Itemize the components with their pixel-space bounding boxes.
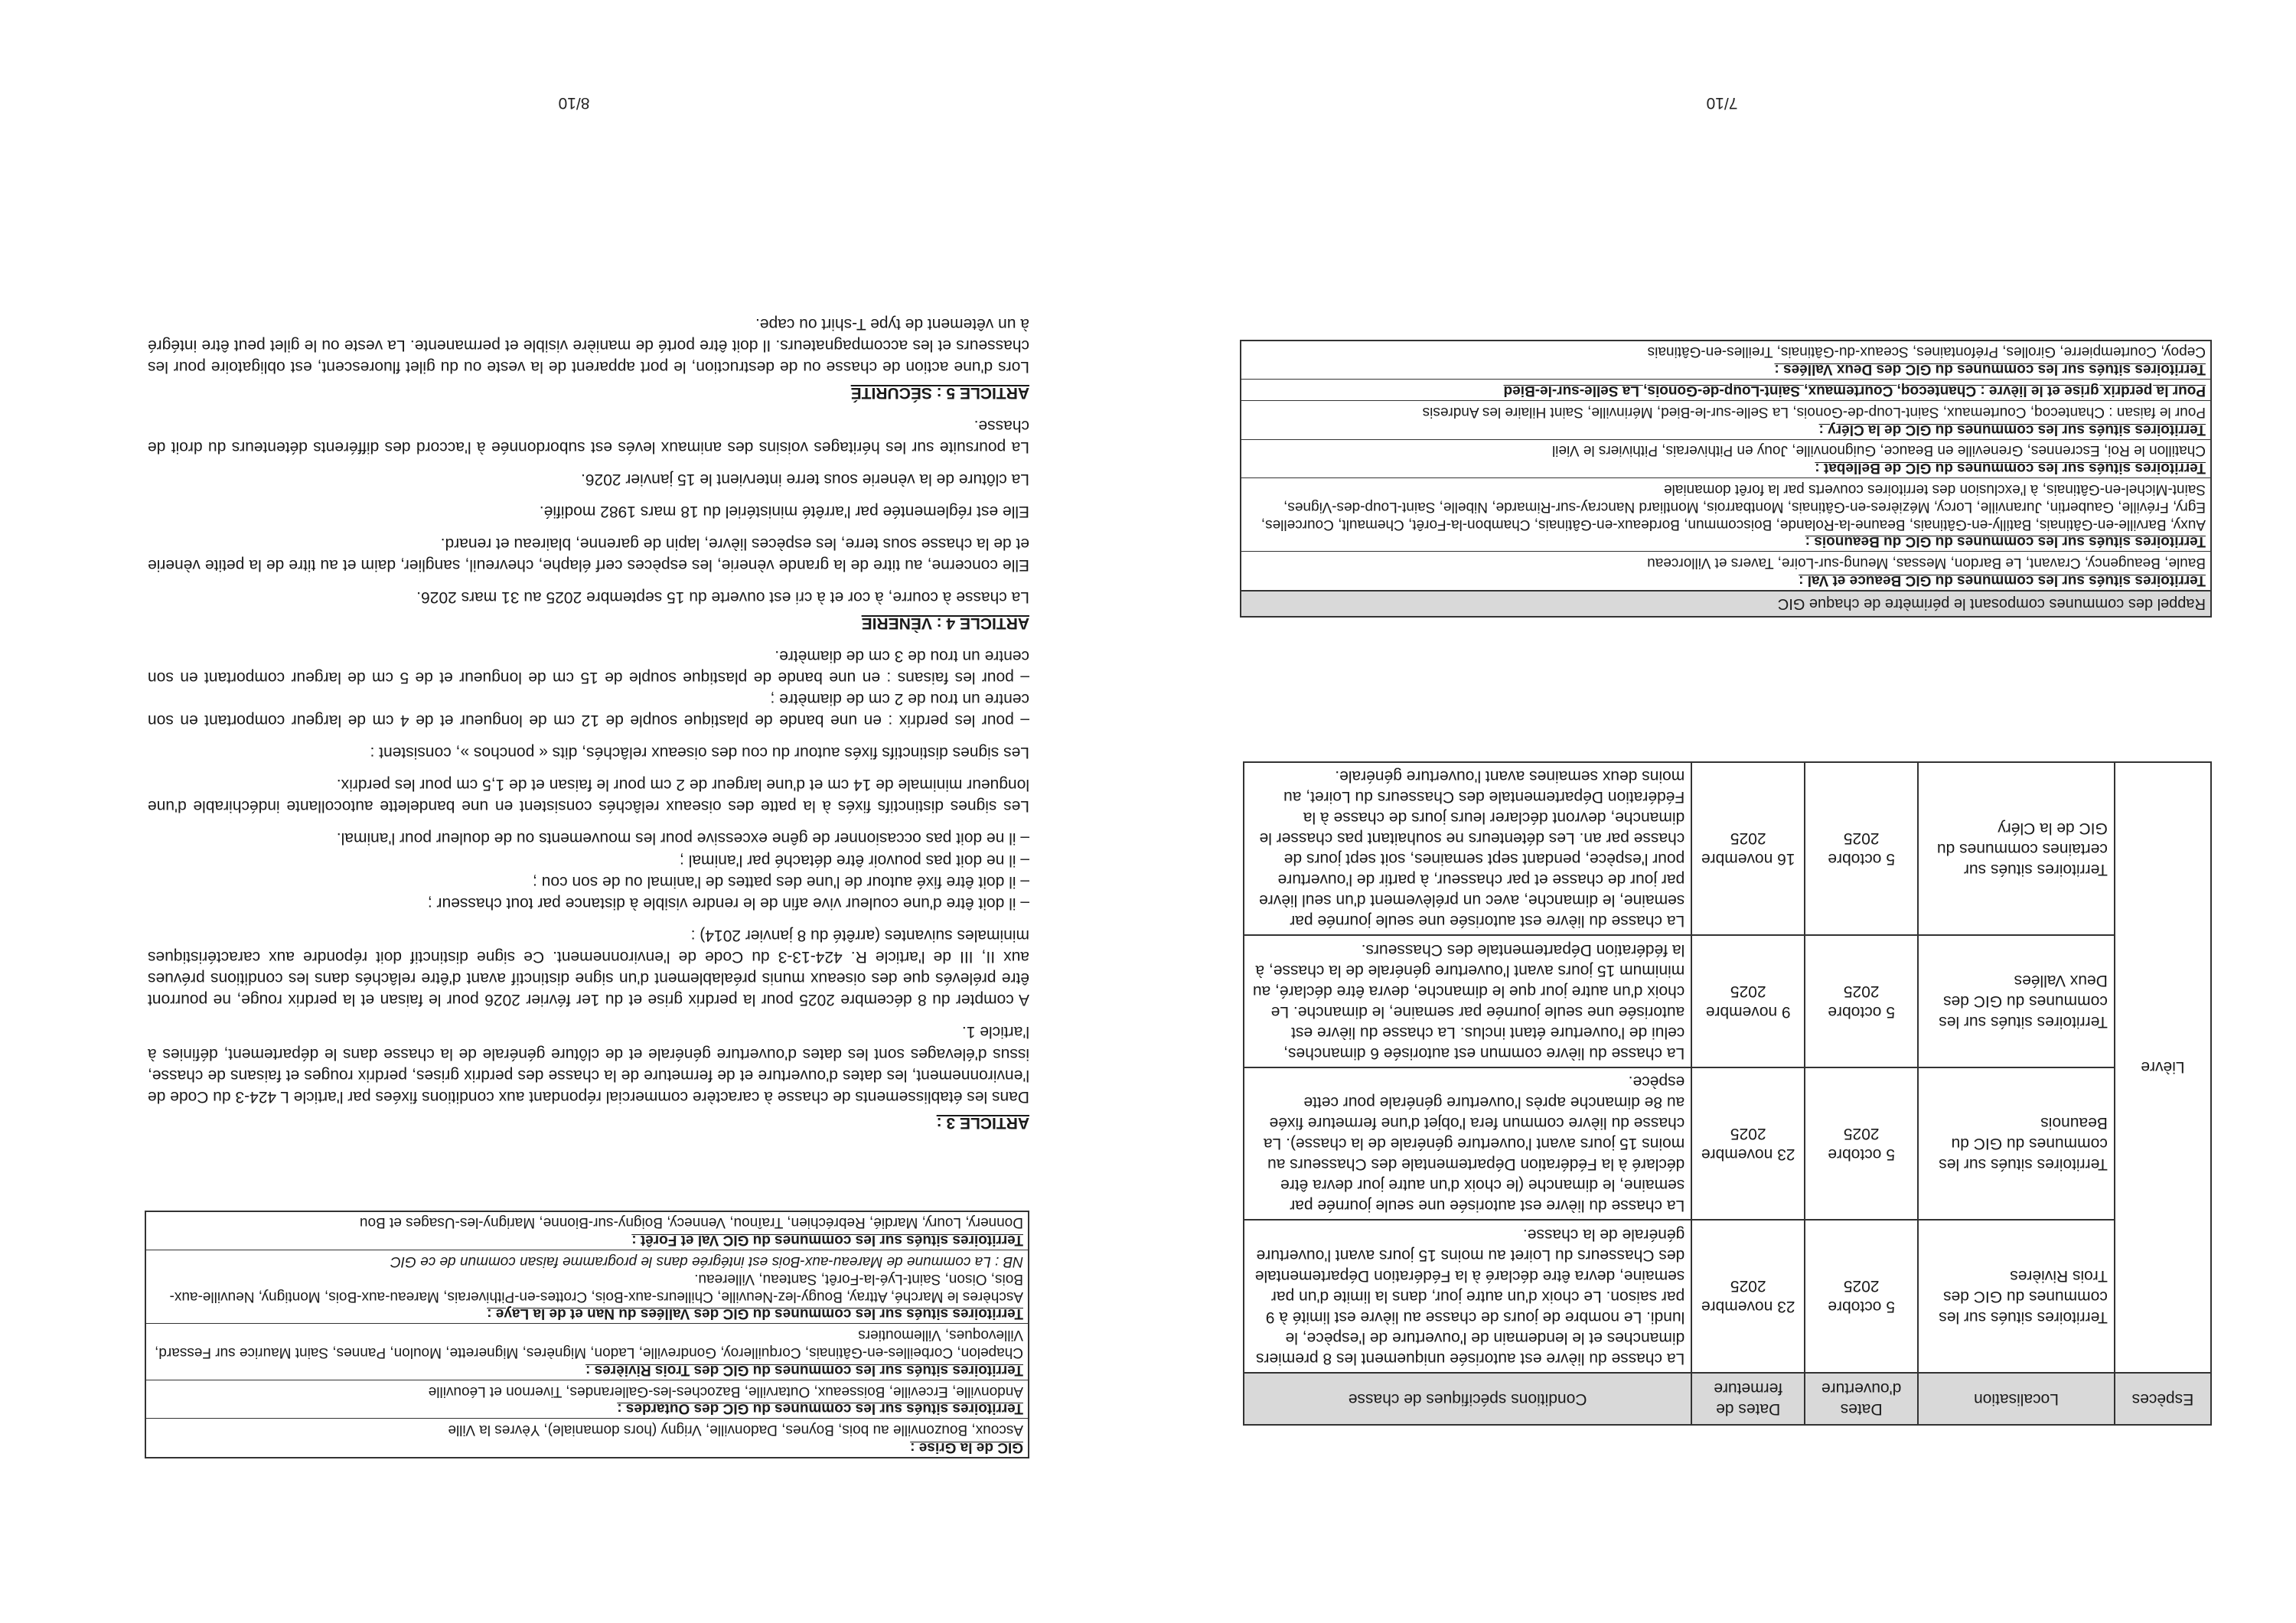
- communes-row: [146, 1380, 1028, 1419]
- communes-row-text: Chapelon, Corbeilles-en-Gâtinais, Corquilleroy, Gondreville, Ladon, Mignères, Mignerette, Moulon, Pannes, Saint Maurice sur Fessard, Villevoques, Villemoutiers: [155, 1327, 1023, 1361]
- open-date-cell: 5 octobre 2025: [1805, 1220, 1918, 1373]
- conditions-cell: La chasse du lièvre est autorisée une seule journée par semaine, le dimanche (le choix d'un autre jour devra être déclaré à la Fédération Départementale des Chasseurs au moins 15 jours avant l'ouverture générale de la chasse). La chasse du lièvre commun fera l'objet d'une fermeture fixée au 8e dimanche après l'ouverture générale pour cette espèce.: [1244, 1067, 1691, 1221]
- header-species: Espèces: [2115, 1373, 2211, 1425]
- communes-row-text: Chatillon le Roi, Escrennes, Greneville en Beauce, Guignonville, Jouy en Pithiverais, Pithiviers le Vieil: [1551, 442, 2206, 459]
- article-5-paragraph: Lors d'une action de chasse ou de destruction, le port apparent de la veste ou du gilet fluorescent, est obligatoire pour les chasseurs et les accompagnateurs. Il doit être porté de manière visible et permanente. La veste ou le gilet peut être intégré à un vêtement de type T-shirt ou cape.: [148, 315, 1029, 376]
- species-cell: Lièvre: [2115, 762, 2211, 1373]
- communes-row-title: Territoires situés sur les communes du GIC des Outardes :: [617, 1400, 1023, 1417]
- table-row: [1244, 1067, 2211, 1221]
- article-3-paragraph: Les signes distinctifs fixés à la patte des oiseaux relâchés consistent en une bandelette autocollante indéchirable d'une longueur minimale de 14 cm et d'une largeur de 2 cm pour le faisan et de 1,5 cm pour les perdrix.: [148, 776, 1029, 816]
- article-3-list: [148, 645, 1029, 732]
- conditions-cell: La chasse du lièvre commun est autorisée 6 dimanches, celui de l'ouverture étant inclus. La chasse du lièvre est autorisée une seule journée par semaine, le dimanche. Le choix d'un autre jour que le dimanche, devra être déclaré, au minimum 15 jours avant l'ouverture générale de la chasse, à la fédération Départementale des Chasseurs.: [1244, 935, 1691, 1067]
- communes-row: [1241, 379, 2210, 400]
- communes-row-text: Auxy, Barville-en-Gâtinais, Batilly-en-Gâtinais, Beaune-la-Rolande, Boiscommun, Bordeaux-en-Gâtinais, Chambon-la-Forêt, Chemault, Courcelles, Egry, Fréville, Gaubertin, Juranville, Lorcy, Mézières-en-Gâtinais, Montbarrois, Montliard Nancray-sur-Rimarde, Nibelle, Saint-Loup-des-Vignes, Saint-Michel-en-Gâtinais, à l'exclusion des territoires couverts par la forêt domaniale: [1261, 481, 2206, 533]
- article-3-paragraph: Dans les établissements de chasse à caractère commercial répondant aux conditions fixées par l'article L 424-3 du Code de l'environnement, les dates d'ouverture et de fermeture de la chasse des perdrix grises, perdrix rouges et faisans de chasse, issus d'élevages sont les dates d'ouverture générale et de clôture générale de la chasse dans le département, définies à l'article 1.: [148, 1023, 1029, 1106]
- page-number: 7/10: [1706, 94, 1738, 112]
- communes-row-title: Territoires situés sur les communes du GIC Beauce et Val :: [1799, 572, 2206, 588]
- header-location: Localisation: [1918, 1373, 2115, 1425]
- close-date-cell: 9 novembre 2025: [1691, 935, 1805, 1067]
- article-4-title: ARTICLE 4 : VÈNERIE: [861, 614, 1029, 633]
- list-item: – pour les perdrix : en une bande de plastique souple de 12 cm de longueur et de 4 cm de largeur comportant en son centre un trou de 2 cm de diamètre ;: [148, 689, 1029, 729]
- header-open-date: Dates d'ouverture: [1805, 1373, 1918, 1425]
- table-row: [1244, 762, 2211, 936]
- gic-communes-box-continued: [145, 1211, 1029, 1458]
- communes-row-title: Territoires situés sur les communes du GIC des Deux Vallées :: [1774, 361, 2206, 378]
- communes-row: [146, 1323, 1028, 1379]
- list-item: – il doit être fixé autour de l'une des pattes de l'animal ou de son cou ;: [533, 872, 1029, 891]
- table-row: [1244, 1220, 2211, 1373]
- list-item: – pour les faisans : en une bande de plastique souple de 15 cm de longueur et de 5 cm de largeur comportant en son centre un trou de 3 cm de diamètre.: [148, 647, 1029, 686]
- gic-communes-box: [1240, 340, 2212, 618]
- communes-row: [1241, 439, 2210, 478]
- communes-row-text: Cepoy, Courtempierre, Girolles, Préfontaines, Sceaux-du-Gâtinais, Treilles-en-Gâtinais: [1647, 344, 2206, 360]
- article-4-paragraph: La poursuite sur les héritages voisins des animaux levés est subordonnée à l'accord des différents détenteurs du droit de chasse.: [148, 416, 1029, 456]
- open-date-cell: 5 octobre 2025: [1805, 762, 1918, 936]
- open-date-cell: 5 octobre 2025: [1805, 1067, 1918, 1221]
- communes-row-text: Donnery, Loury, Mardié, Rebréchien, Traînou, Vennecy, Boigny-sur-Bionne, Marigny-les-Usages et Bou: [359, 1214, 1023, 1231]
- article-4-paragraph: Elle concerne, au titre de la grande vènerie, les espèces cerf élaphe, chevreuil, sanglier, daim et au titre de la petite vènerie et de la chasse sous terre, les espèces lièvre, lapin de garenne, blaireau et renard.: [148, 535, 1029, 575]
- article-4-paragraph: Elle est réglementée par l'arrêté ministériel du 18 mars 1982 modifié.: [539, 503, 1029, 520]
- communes-row-title: Territoires situés sur les communes du GIC du Beaunois :: [1805, 533, 2206, 550]
- communes-row: [1241, 400, 2210, 439]
- communes-row-text: Ascoux, Bouzonville au bois, Boynes, Dadonville, Vrigny (hors domaniale), Yèvres la Ville: [448, 1422, 1023, 1439]
- communes-row-title: Territoires situés sur les communes du GIC de la Cléry :: [1818, 421, 2206, 438]
- communes-box-heading: Rappel des communes composant le périmètre de chaque GIC: [1241, 590, 2210, 616]
- list-item: – il ne doit pas pouvoir être détaché par l'animal ;: [680, 851, 1029, 869]
- article-4-paragraph: La chasse à courre, à cor et à cri est ouverte du 15 septembre 2025 au 31 mars 2026.: [416, 588, 1029, 607]
- location-cell: Territoires situés sur certaines communes du GIC de la Cléry: [1918, 762, 2115, 936]
- communes-row-title: Territoires situés sur les communes du GIC de Bellebat :: [1815, 460, 2206, 477]
- location-cell: Territoires situés sur les communes du GIC du Beaunois: [1918, 1067, 2115, 1221]
- open-date-cell: 5 octobre 2025: [1805, 935, 1918, 1067]
- article-3-paragraph: A compter du 8 décembre 2025 pour la perdrix grise et du 1er février 2026 pour le faisan et la perdrix rouge, ne pourront être prélevés que des oiseaux munis préalablement d'un signe distinctif avant d'être relâchés dans les conditions prévues aux II, III de l'article R. 424-13-3 du Code de l'environnement. Ce signe distinctif doit répondre aux caractéristiques minimales suivantes (arrêté du 8 janvier 2014) :: [148, 927, 1029, 1009]
- communes-row: [1241, 477, 2210, 551]
- header-conditions: Conditions spécifiques de chasse: [1244, 1373, 1691, 1425]
- communes-row-text: Andonville, Erceville, Boisseaux, Outarville, Bazoches-les-Gallerandes, Tivernon et Léouville: [428, 1383, 1023, 1400]
- communes-row-text: Baule, Beaugency, Cravant, Le Bardon, Messas, Meung-sur-Loire, Tavers et Villorceau: [1647, 555, 2206, 572]
- communes-row-text: Pour le faisan : Chantecoq, Courtemaux, Saint-Loup-de-Gonois, La Selle-sur-le-Bied, Mérinville, Saint Hilaire les Andresis: [1422, 403, 2206, 420]
- hunting-conditions-table: [1243, 761, 2212, 1426]
- articles-body: [148, 302, 1029, 1141]
- communes-row: [146, 1418, 1028, 1457]
- close-date-cell: 16 novembre 2025: [1691, 762, 1805, 936]
- article-4-paragraph: La clôture de la vènerie sous terre intervient le 15 janvier 2026.: [580, 470, 1029, 488]
- list-item: – il doit être d'une couleur vive afin de le rendre visible à distance par tout chasseur ;: [427, 894, 1029, 912]
- communes-row-title: Territoires situés sur les communes du GIC des Vallées du Nan et de la Laye :: [487, 1305, 1023, 1322]
- close-date-cell: 23 novembre 2025: [1691, 1067, 1805, 1221]
- header-close-date: Dates de fermeture: [1691, 1373, 1805, 1425]
- communes-row: [146, 1212, 1028, 1250]
- page-7: [1148, 0, 2296, 1623]
- communes-row-text: Aschères le Marché, Attray, Bougy-lez-Neuville, Chilleurs-aux-Bois, Crottes-en-Pithiverais, Mareau-aux-Bois, Montigny, Neuville-aux-Bois, Oison, Saint-Lyé-la-Forêt, Santeau, Villereau.: [169, 1270, 1023, 1305]
- communes-row: [146, 1250, 1028, 1323]
- article-3-title: ARTICLE 3 :: [936, 1114, 1029, 1132]
- communes-row-note: NB : La commune de Mareau-aux-Bois est intégrée dans le programme faisan commun de ce GIC: [390, 1253, 1023, 1270]
- list-item: – il ne doit pas occasionner de gêne excessive pour les mouvements ou de douleur pour l'animal.: [336, 829, 1029, 848]
- location-cell: Territoires situés sur les communes du GIC des Trois Rivières: [1918, 1220, 2115, 1373]
- communes-row-title: Territoires situés sur les communes du GIC Val et Forêt :: [631, 1232, 1023, 1249]
- close-date-cell: 23 novembre 2025: [1691, 1220, 1805, 1373]
- article-5-title: ARTICLE 5 : SÉCURITÉ: [850, 384, 1029, 402]
- conditions-cell: La chasse du lièvre est autorisée une seule journée par semaine, le dimanche, avec un prélèvement d'un seul lièvre par jour de chasse et par chasseur, à partir de l'ouverture pour l'espèce, pendant sept semaines, soit sept jours de chasse par an. Les détenteurs ne souhaitant pas chasser le dimanche, devront déclarer leurs jours de chasse à la Fédération Départementale des Chasseurs du Loiret, au moins deux semaines avant l'ouverture générale.: [1244, 762, 1691, 936]
- conditions-cell: La chasse du lièvre est autorisée uniquement les 8 premiers dimanches et le lendemain de l'ouverture de l'espèce, le lundi. Le nombre de jours de chasse au lièvre est limité à 9 par saison. Le choix d'un autre jour, dans la limite d'un par semaine, devra être déclaré à la Fédération Départementale des Chasseurs du Loiret au moins 15 jours avant l'ouverture générale de la chasse.: [1244, 1220, 1691, 1373]
- communes-row: [1241, 551, 2210, 590]
- location-cell: Territoires situés sur les communes du GIC des Deux Vallées: [1918, 935, 2115, 1067]
- communes-row: [1241, 341, 2210, 380]
- communes-row-title: GIC de la Grise :: [910, 1439, 1023, 1455]
- communes-row-title: Pour la perdrix grise et le lièvre : Chantecoq, Courtemaux, Saint-Loup-de-Gonois, La Selle-sur-le-Bied: [1503, 383, 2206, 399]
- article-3-list: [148, 827, 1029, 914]
- communes-row-title: Territoires situés sur les communes du GIC des Trois Rivières :: [585, 1361, 1023, 1378]
- table-header-row: [1244, 1373, 2211, 1425]
- article-3-paragraph: Les signes distinctifs fixés autour du cou des oiseaux relâchés, dits « ponchos », consistent :: [370, 744, 1029, 762]
- table-row: [1244, 935, 2211, 1067]
- page-number: 8/10: [558, 94, 590, 112]
